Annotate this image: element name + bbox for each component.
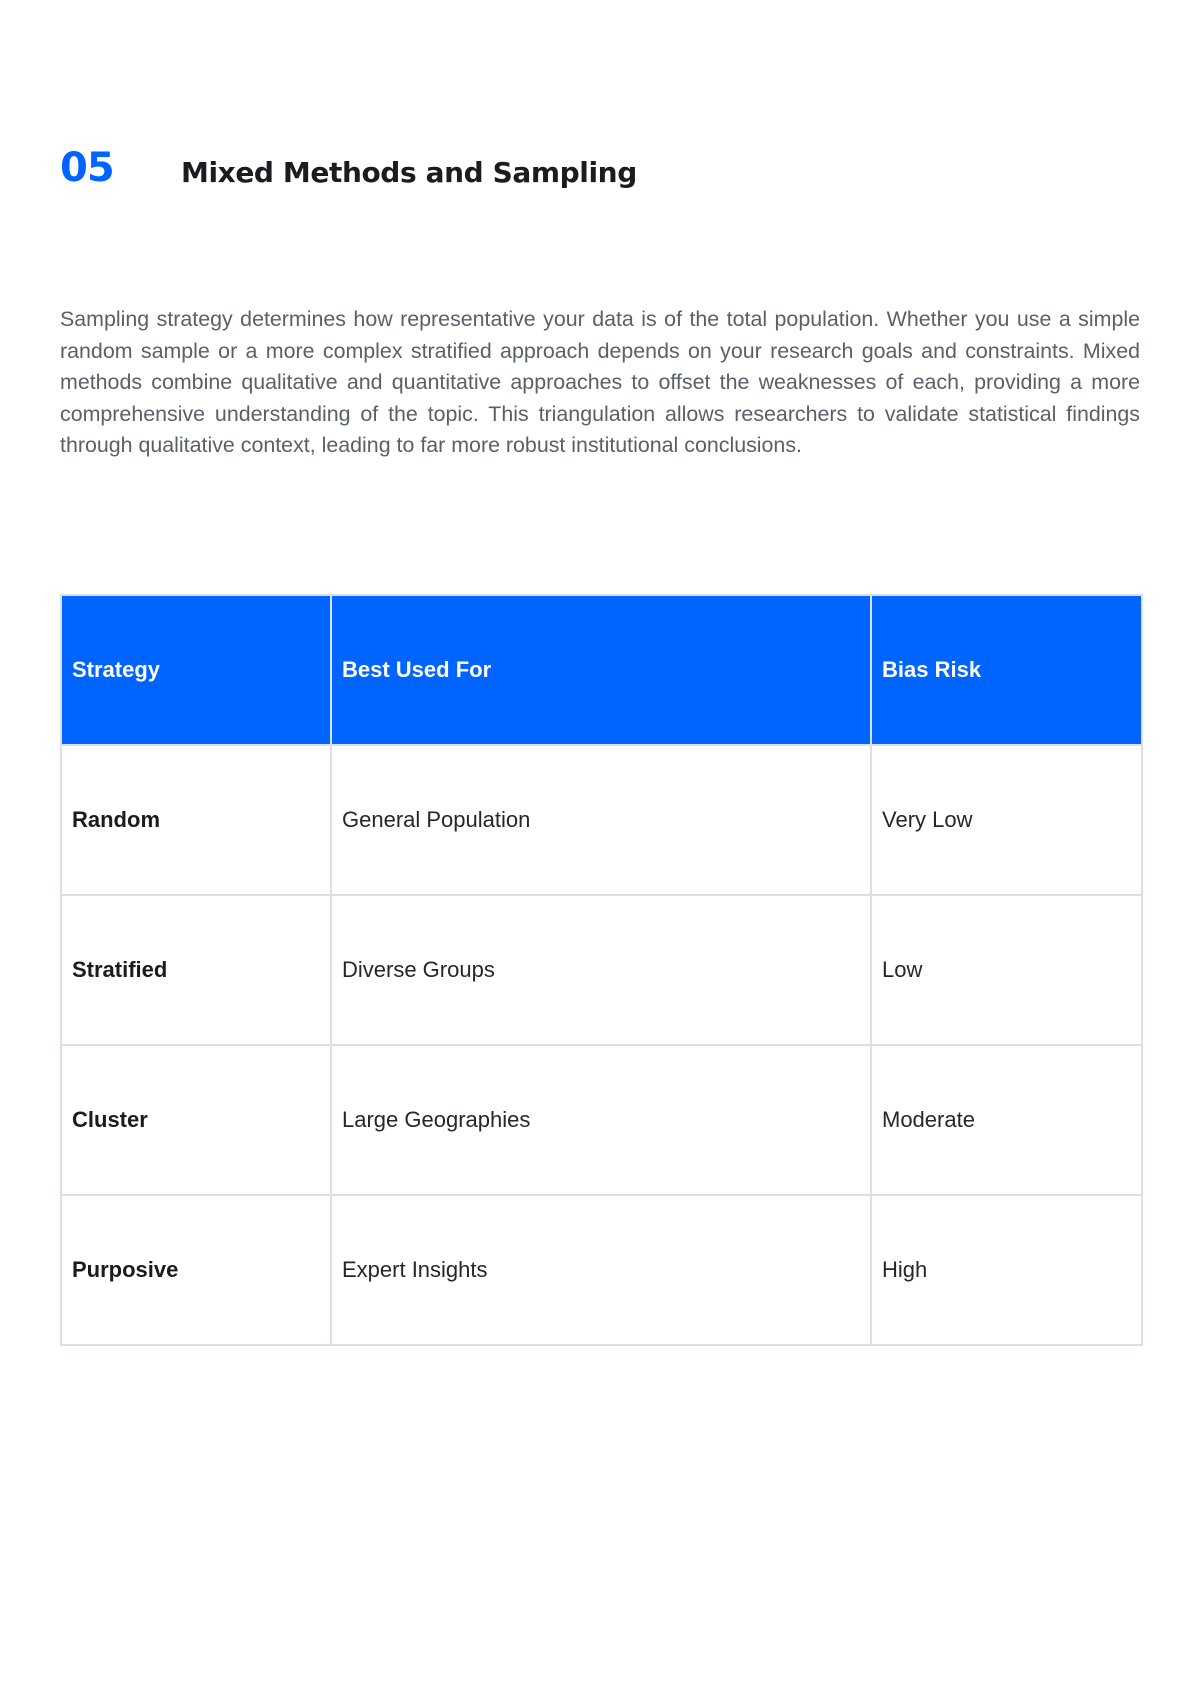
table-header bbox=[61, 595, 1142, 745]
header-bias-risk: Bias Risk bbox=[871, 595, 1142, 745]
cell-strategy: Random bbox=[61, 745, 331, 895]
cell-strategy: Stratified bbox=[61, 895, 331, 1045]
sampling-strategy-table bbox=[60, 594, 1143, 1346]
cell-strategy: Purposive bbox=[61, 1195, 331, 1345]
table-row bbox=[61, 1195, 1142, 1345]
cell-bias-risk: Moderate bbox=[871, 1045, 1142, 1195]
section-title: Mixed Methods and Sampling bbox=[181, 156, 637, 189]
cell-best-used-for: Diverse Groups bbox=[331, 895, 871, 1045]
cell-best-used-for: Expert Insights bbox=[331, 1195, 871, 1345]
table-row bbox=[61, 895, 1142, 1045]
cell-bias-risk: Low bbox=[871, 895, 1142, 1045]
cell-strategy: Cluster bbox=[61, 1045, 331, 1195]
cell-bias-risk: High bbox=[871, 1195, 1142, 1345]
header-strategy: Strategy bbox=[61, 595, 331, 745]
header-best-used-for: Best Used For bbox=[331, 595, 871, 745]
cell-bias-risk: Very Low bbox=[871, 745, 1142, 895]
cell-best-used-for: General Population bbox=[331, 745, 871, 895]
intro-paragraph: Sampling strategy determines how representative your data is of the total population. Whether you use a simple random sample or a more complex stratified approach depends on your research goals and constraints. Mixed methods combine qualitative and quantitative approaches to offset the weaknesses of each, providing a more comprehensive understanding of the topic. This triangulation allows researchers to validate statistical findings through qualitative context, leading to far more robust institutional conclusions. bbox=[60, 307, 1140, 457]
section-header bbox=[60, 142, 1140, 202]
section-number: 05 bbox=[60, 145, 114, 191]
table-row bbox=[61, 745, 1142, 895]
table-row bbox=[61, 1045, 1142, 1195]
table-header-row bbox=[61, 595, 1142, 745]
cell-best-used-for: Large Geographies bbox=[331, 1045, 871, 1195]
table-body bbox=[61, 745, 1142, 1345]
